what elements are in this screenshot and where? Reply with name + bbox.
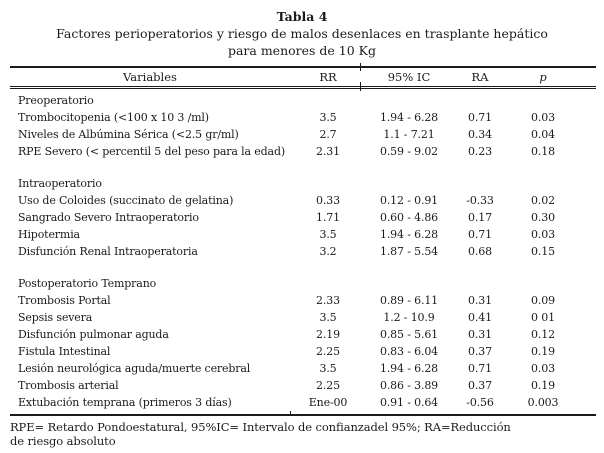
cell-rr: Ene-00 xyxy=(308,396,348,409)
table-row xyxy=(10,226,596,243)
column-header-variables: Variables xyxy=(123,70,177,84)
cell-rr: 3.5 xyxy=(319,311,337,324)
table-row xyxy=(10,143,596,160)
cell-variable: Sepsis severa xyxy=(18,311,93,324)
cell-ic: 0.60 - 4.86 xyxy=(379,211,439,224)
table-row xyxy=(10,343,596,360)
cell-rr: 3.5 xyxy=(319,111,337,124)
table-row xyxy=(10,292,596,309)
scan-artifact-tick xyxy=(290,411,291,416)
footnote-line2: de riesgo absoluto xyxy=(10,434,116,448)
table-row xyxy=(10,309,596,326)
cell-ic: 0.12 - 0.91 xyxy=(379,194,439,207)
section-label-preoperatorio: Preoperatorio xyxy=(18,94,94,107)
table-row xyxy=(10,377,596,394)
cell-p: 0.19 xyxy=(531,379,555,392)
cell-p: 0.003 xyxy=(527,396,559,409)
cell-ic: 1.94 - 6.28 xyxy=(379,362,439,375)
table-title: Tabla 4 xyxy=(276,9,328,24)
cell-rr: 3.5 xyxy=(319,228,337,241)
cell-ic: 0.91 - 0.64 xyxy=(379,396,439,409)
cell-variable: Disfunción Renal Intraoperatoria xyxy=(18,245,198,258)
cell-ic: 0.86 - 3.89 xyxy=(379,379,439,392)
cell-ra: 0.31 xyxy=(468,328,492,341)
cell-rr: 2.33 xyxy=(316,294,340,307)
cell-rr: 2.25 xyxy=(316,379,340,392)
table-row xyxy=(10,109,596,126)
cell-p: 0 01 xyxy=(531,311,555,324)
table-row xyxy=(10,126,596,143)
cell-ra: 0.41 xyxy=(468,311,492,324)
cell-rr: 2.19 xyxy=(316,328,340,341)
cell-p: 0.18 xyxy=(531,145,555,158)
cell-variable: Trombosis arterial xyxy=(18,379,119,392)
cell-ra: 0.17 xyxy=(468,211,492,224)
table-row xyxy=(10,192,596,209)
footnote-line1: RPE= Retardo Pondoestatural, 95%IC= Intervalo de confianzadel 95%; RA=Reducción xyxy=(10,420,511,434)
cell-variable: Uso de Coloides (succinato de gelatina) xyxy=(18,194,234,207)
cell-variable: RPE Severo (< percentil 5 del peso para la edad) xyxy=(18,145,285,158)
cell-ic: 1.87 - 5.54 xyxy=(379,245,439,258)
table-caption-line1: Factores perioperatorios y riesgo de malos desenlaces en trasplante hepático xyxy=(56,26,548,41)
cell-rr: 3.2 xyxy=(319,245,337,258)
title-block xyxy=(0,0,604,59)
cell-ra: -0.56 xyxy=(466,396,494,409)
column-divider-tick-top xyxy=(360,63,361,71)
cell-ra: 0.37 xyxy=(468,345,492,358)
cell-variable: Hipotermia xyxy=(18,228,80,241)
cell-ra: 0.34 xyxy=(468,128,492,141)
cell-ic: 1.94 - 6.28 xyxy=(379,228,439,241)
table-caption-line2: para menores de 10 Kg xyxy=(227,43,377,58)
cell-ic: 1.94 - 6.28 xyxy=(379,111,439,124)
column-header-ra: RA xyxy=(471,70,489,84)
cell-ra: 0.23 xyxy=(468,145,492,158)
table-body xyxy=(10,92,596,416)
data-table xyxy=(10,66,596,416)
column-header-95ic: 95% IC xyxy=(387,70,431,84)
cell-ic: 0.59 - 9.02 xyxy=(379,145,439,158)
cell-ra: 0.68 xyxy=(468,245,492,258)
cell-variable: Disfunción pulmonar aguda xyxy=(18,328,169,341)
column-header-p: p xyxy=(539,70,547,84)
cell-ra: -0.33 xyxy=(466,194,494,207)
cell-rr: 2.7 xyxy=(319,128,337,141)
cell-ra: 0.71 xyxy=(468,362,492,375)
column-divider-tick-bottom xyxy=(360,82,361,91)
cell-p: 0.03 xyxy=(531,362,555,375)
cell-variable: Niveles de Albúmina Sérica (<2.5 gr/ml) xyxy=(18,128,239,141)
cell-p: 0.30 xyxy=(531,211,555,224)
cell-ic: 1.2 - 10.9 xyxy=(383,311,435,324)
cell-p: 0.09 xyxy=(531,294,555,307)
cell-ic: 0.85 - 5.61 xyxy=(379,328,439,341)
section-label-intraoperatorio: Intraoperatorio xyxy=(18,177,102,190)
cell-ic: 0.89 - 6.11 xyxy=(379,294,439,307)
cell-p: 0.03 xyxy=(531,228,555,241)
cell-ic: 0.83 - 6.04 xyxy=(379,345,439,358)
cell-rr: 2.31 xyxy=(316,145,340,158)
cell-ra: 0.71 xyxy=(468,111,492,124)
cell-rr: 0.33 xyxy=(316,194,340,207)
column-header-rr: RR xyxy=(319,70,337,84)
cell-p: 0.12 xyxy=(531,328,555,341)
section-label-postoperatorio-temprano: Postoperatorio Temprano xyxy=(18,277,157,290)
table-row xyxy=(10,209,596,226)
table-row xyxy=(10,243,596,260)
cell-ic: 1.1 - 7.21 xyxy=(383,128,435,141)
cell-variable: Fistula Intestinal xyxy=(18,345,111,358)
cell-ra: 0.31 xyxy=(468,294,492,307)
cell-variable: Trombocitopenia (<100 x 10 3 /ml) xyxy=(18,111,209,124)
cell-ra: 0.71 xyxy=(468,228,492,241)
cell-variable: Lesión neurológica aguda/muerte cerebral xyxy=(18,362,251,375)
cell-variable: Sangrado Severo Intraoperatorio xyxy=(18,211,199,224)
table-row xyxy=(10,326,596,343)
cell-rr: 1.71 xyxy=(316,211,340,224)
cell-ra: 0.37 xyxy=(468,379,492,392)
cell-p: 0.03 xyxy=(531,111,555,124)
table-row xyxy=(10,394,596,411)
cell-p: 0.15 xyxy=(531,245,555,258)
table-row xyxy=(10,360,596,377)
table-header-row xyxy=(10,66,596,89)
cell-p: 0.02 xyxy=(531,194,555,207)
cell-variable: Trombosis Portal xyxy=(18,294,111,307)
cell-p: 0.04 xyxy=(531,128,555,141)
cell-p: 0.19 xyxy=(531,345,555,358)
cell-rr: 2.25 xyxy=(316,345,340,358)
table-footnote xyxy=(10,420,596,448)
cell-rr: 3.5 xyxy=(319,362,337,375)
cell-variable: Extubación temprana (primeros 3 días) xyxy=(18,396,232,409)
